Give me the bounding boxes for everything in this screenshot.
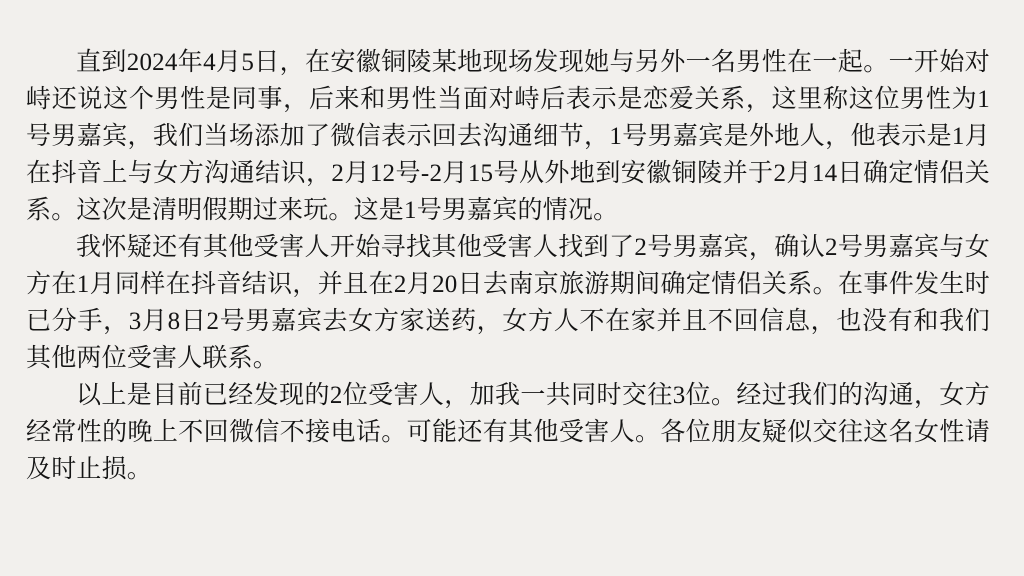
paragraph-3: 以上是目前已经发现的2位受害人，加我一共同时交往3位。经过我们的沟通，女方经常性的晚上不回微信不接电话。可能还有其他受害人。各位朋友疑似交往这名女性请及时止损。 — [26, 382, 990, 483]
paragraph-1: 直到2024年4月5日，在安徽铜陵某地现场发现她与另外一名男性在一起。一开始对峙还说这个男性是同事，后来和男性当面对峙后表示是恋爱关系，这里称这位男性为1号男嘉宾，我们当场添加了微信表示回去沟通细节，1号男嘉宾是外地人，他表示是1月在抖音上与女方沟通结识，2月12号-2月15号从外地到安徽铜陵并于2月14日确定情侣关系。这次是清明假期过来玩。这是1号男嘉宾的情况。 — [26, 49, 990, 224]
document-text-body — [26, 44, 990, 488]
paragraph-2: 我怀疑还有其他受害人开始寻找其他受害人找到了2号男嘉宾，确认2号男嘉宾与女方在1月同样在抖音结识，并且在2月20日去南京旅游期间确定情侣关系。在事件发生时已分手，3月8日2号男嘉宾去女方家送药，女方人不在家并且不回信息，也没有和我们其他两位受害人联系。 — [26, 234, 990, 372]
